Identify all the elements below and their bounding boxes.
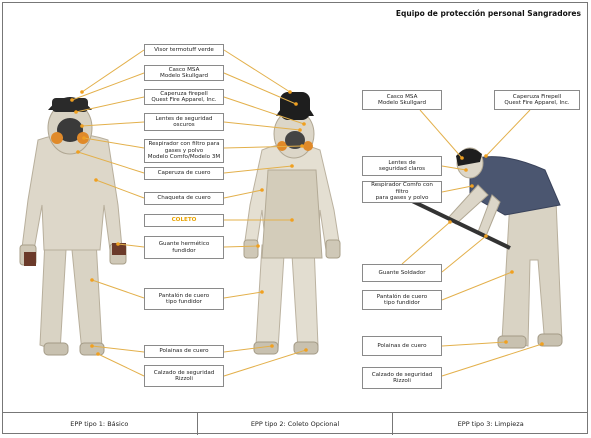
- leader-dot: [82, 136, 86, 140]
- leader-dot: [464, 168, 468, 172]
- leader-dot: [484, 234, 488, 238]
- label-r-pantalon: Pantalón de cuero tipo fundidor: [362, 290, 442, 310]
- leader-dot: [510, 270, 514, 274]
- leader-line: [72, 73, 144, 100]
- label-lentes-oscuros: Lentes de seguridad oscuros: [144, 113, 224, 131]
- leader-dot: [94, 178, 98, 182]
- leader-line: [82, 50, 144, 92]
- leader-dot: [504, 340, 508, 344]
- leader-dot: [290, 164, 294, 168]
- worker-figure-3: [410, 148, 562, 348]
- label-casco: Casco MSA Modelo Skullgard: [144, 65, 224, 81]
- leader-dot: [470, 184, 474, 188]
- leader-dot: [70, 98, 74, 102]
- label-chaqueta: Chaqueta de cuero: [144, 192, 224, 205]
- label-r-calzado: Calzado de seguridad Rizzoli: [362, 367, 442, 389]
- footer-epp-tipo-1: EPP tipo 1: Básico: [2, 413, 198, 435]
- leader-dot: [288, 90, 292, 94]
- footer-epp-tipo-2: EPP tipo 2: Coleto Opcional: [198, 413, 394, 435]
- footer-epp-tipo-3: EPP tipo 3: Limpieza: [457, 420, 524, 428]
- leader-dot: [80, 90, 84, 94]
- label-caperuza-cuero: Caperuza de cuero: [144, 167, 224, 180]
- label-r-caperuza: Caperuza Firepell Quest Fire Apparel, Inc.: [494, 90, 580, 110]
- label-r-guante: Guante Soldador: [362, 264, 442, 282]
- leader-dot: [260, 188, 264, 192]
- leader-dot: [74, 110, 78, 114]
- leader-line: [442, 186, 472, 192]
- leader-dot: [540, 342, 544, 346]
- label-r-lentes: Lentes de seguridad claros: [362, 156, 442, 176]
- leader-line: [420, 110, 462, 158]
- leader-dot: [302, 122, 306, 126]
- leader-line: [98, 354, 144, 376]
- diagram-title: Equipo de protección personal Sangradores: [395, 9, 581, 18]
- leader-line: [224, 292, 262, 298]
- label-r-casco: Casco MSA Modelo Skullgard: [362, 90, 442, 110]
- label-respirador: Respirador con filtro para gases y polvo Modelo Comfo/Modelo 3M: [144, 139, 224, 163]
- leader-line: [442, 236, 486, 272]
- label-guante-hermetico: Guante hermético fundidor: [144, 236, 224, 259]
- leader-dot: [116, 242, 120, 246]
- leader-line: [442, 342, 506, 346]
- leader-dot: [294, 102, 298, 106]
- leader-line: [224, 50, 290, 92]
- footer-bar: [2, 412, 588, 435]
- leader-dot: [290, 218, 294, 222]
- leader-dot: [298, 128, 302, 132]
- label-calzado: Calzado de seguridad Rizzoli: [144, 365, 224, 387]
- leader-dot: [270, 344, 274, 348]
- label-r-respirador: Respirador Comfo con filtro para gases y polvo: [362, 181, 442, 203]
- leader-line: [442, 272, 512, 300]
- leader-line: [402, 222, 450, 264]
- leader-dot: [96, 352, 100, 356]
- leader-dot: [260, 290, 264, 294]
- label-pantalon: Pantalón de cuero tipo fundidor: [144, 288, 224, 310]
- leader-dot: [484, 154, 488, 158]
- label-visor: Visor termotuff verde: [144, 44, 224, 56]
- leader-line: [92, 280, 144, 298]
- leader-line: [442, 344, 542, 376]
- leader-dot: [76, 150, 80, 154]
- label-r-polainas: Polainas de cuero: [362, 336, 442, 356]
- leader-dot: [300, 144, 304, 148]
- label-polainas: Polainas de cuero: [144, 345, 224, 358]
- leader-line: [486, 110, 530, 156]
- leader-dot: [80, 124, 84, 128]
- label-caperuza-firepell: Caperuza firepell Quest Fire Apparel, Inc.: [144, 89, 224, 105]
- label-coleto: COLETO: [144, 214, 224, 227]
- leader-dot: [460, 156, 464, 160]
- worker-figure-2: [244, 92, 340, 354]
- leader-dot: [304, 348, 308, 352]
- leader-dot: [90, 278, 94, 282]
- leader-dot: [90, 344, 94, 348]
- leader-dot: [256, 244, 260, 248]
- leader-dot: [448, 220, 452, 224]
- worker-figure-1: [20, 97, 126, 355]
